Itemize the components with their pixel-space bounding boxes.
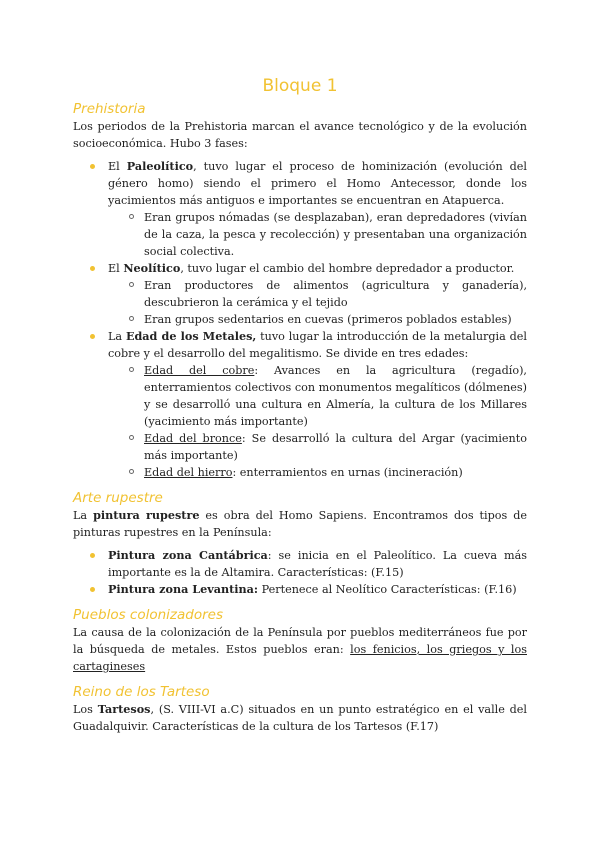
pueblos-link: los fenicios, los griegos y los cartagineses [73,643,527,673]
sub-item: Eran productores de alimentos (agricultura y ganadería), descubrieron la cerámica y el tejido [108,277,527,311]
page-title: Bloque 1 [262,76,338,96]
heading-prehistoria: Prehistoria [73,101,146,117]
sub-item: Eran grupos nómadas (se desplazaban), eran depredadores (vivían de la caza, la pesca y recolección) y presentaban una organización social colectiva. [108,209,527,260]
document-content [73,74,527,743]
list-item-cantabrica: Pintura zona Cantábrica: se inicia en el Paleolítico. La cueva más importante es la de Altamira. Características: (F.15) [73,547,527,581]
sub-item-cobre: Edad del cobre: Avances en la agricultura (regadío), enterramientos colectivos con monumentos megalíticos (dólmenes) y se desarrolló una cultura en Almería, la cultura de los Millares (yacimiento más importante) [108,362,527,430]
prehistoria-intro: Los periodos de la Prehistoria marcan el avance tecnológico y de la evolución socioeconómica. Hubo 3 fases: [73,120,527,150]
list-item-levantina: Pintura zona Levantina: Pertenece al Neolítico Características: (F.16) [73,581,527,598]
heading-tarteso: Reino de los Tarteso [73,684,210,700]
heading-arte-rupestre: Arte rupestre [73,490,163,506]
arte-list [73,547,527,598]
tarteso-text: Los Tartesos, (S. VIII-VI a.C) situados en un punto estratégico en el valle del Guadalquivir. Características de la cultura de los Tartesos (F.17) [73,702,528,733]
list-item-paleolitico: El Paleolítico, tuvo lugar el proceso de hominización (evolución del género homo) siendo el primero el Homo Antecessor, donde los yacimientos más antiguos e importantes se encuentran en Atapuerca. Eran grupos nómadas (se desplazaban), eran depredadores (vivían de la caza, la pesca y recolección) y presentaban una organización social colectiva. [73,158,527,260]
metales-sublist [108,362,527,481]
list-item-metales: La Edad de los Metales, tuvo lugar la introducción de la metalurgia del cobre y el desarrollo del megalitismo. Se divide en tres edades: Edad del cobre: Avances en la agricultura (regadío), enterramientos colectivos con monumentos megalíticos (dólmenes) y se desarrolló una cultura en Almería, la cultura de los Millares (yacimiento más importante) Edad del bronce: Se desarrolló la cultura del Argar (yacimiento más importante) Edad del hierro: enterramientos en urnas (incineración) [73,328,527,481]
sub-item: Eran grupos sedentarios en cuevas (primeros poblados estables) [108,311,527,328]
pueblos-text: La causa de la colonización de la Península por pueblos mediterráneos fue por la búsqueda de metales. Estos pueblos eran: los fenicios, los griegos y los cartagineses [73,626,527,673]
arte-intro: La pintura rupestre es obra del Homo Sapiens. Encontramos dos tipos de pinturas rupestres en la Península: [73,508,527,539]
sub-item-bronce: Edad del bronce: Se desarrolló la cultura del Argar (yacimiento más importante) [108,430,527,464]
list-item-neolitico: El Neolítico, tuvo lugar el cambio del hombre depredador a productor. Eran productores de alimentos (agricultura y ganadería), descubrieron la cerámica y el tejido Eran grupos sedentarios en cuevas (primeros poblados estables) [73,260,527,328]
sub-item-hierro: Edad del hierro: enterramientos en urnas (incineración) [108,464,527,481]
prehistoria-list [73,158,527,481]
paleolitico-sublist [108,209,527,260]
neolitico-sublist [108,277,527,328]
heading-pueblos: Pueblos colonizadores [73,607,223,623]
